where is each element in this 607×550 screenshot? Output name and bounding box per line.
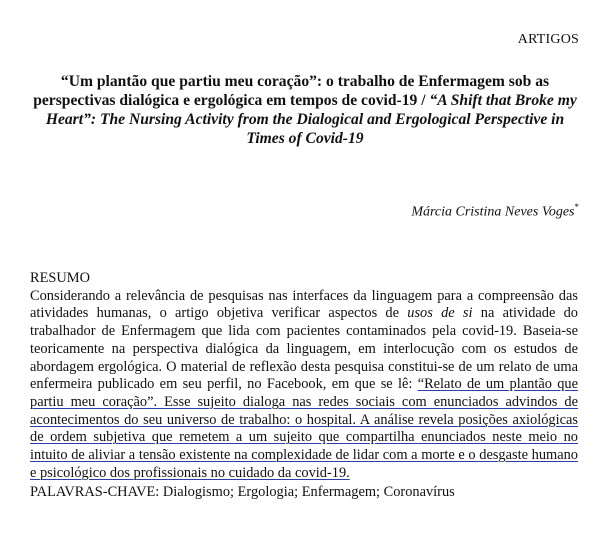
section-label: ARTIGOS <box>517 32 579 47</box>
abstract-underlined-text: “Relato de um plantão que partiu meu coração”. Esse sujeito dialoga nas redes sociais com enunciados advindos de acontecimentos do seu universo de trabalho: o hospital. A análise revela posições axiológicas de ordem subjetiva que remetem a um sujeito que compartilha enunciados neste meio no intuito de aliviar a tensão existente na complexidade de lidar com a morte e o desgaste humano e psicológico dos profissionais no cuidado da covid-19. <box>30 376 578 481</box>
abstract-block <box>30 270 578 502</box>
author-name: Márcia Cristina Neves Voges <box>411 204 575 220</box>
abstract-text-part-2: na atividade do trabalhador de Enfermagem que lida com pacientes contaminados pela covid-19. Baseia-se teoricamente na perspectiva dialógica da linguagem, em interlocução com os estudos de abordagem ergológica. O material de reflexão desta pesquisa constitui-se de um relato de uma enfermeira publicado em seu perfil, no Facebook, em que se lê: <box>30 305 579 393</box>
abstract-heading: RESUMO <box>30 270 90 286</box>
author-footnote-mark: * <box>574 202 579 212</box>
keywords: PALAVRAS-CHAVE: Dialogismo; Ergologia; Enfermagem; Coronavírus <box>30 484 455 501</box>
abstract-text-part-1: Considerando a relevância de pesquisas nas interfaces da linguagem para a compreensão das atividades humanas, o artigo objetiva verificar aspectos de <box>30 287 578 322</box>
article-title <box>30 72 580 148</box>
title-portuguese: “Um plantão que partiu meu coração”: o trabalho de Enfermagem sob as perspectivas dialógica e ergológica em tempos de covid-19 / <box>33 73 550 109</box>
author-line <box>411 202 579 221</box>
title-english: “A Shift that Broke my Heart”: The Nursing Activity from the Dialogical and Ergological Perspective in Times of Covid-19 <box>45 92 577 147</box>
abstract-italic-term: usos de si <box>407 305 473 322</box>
